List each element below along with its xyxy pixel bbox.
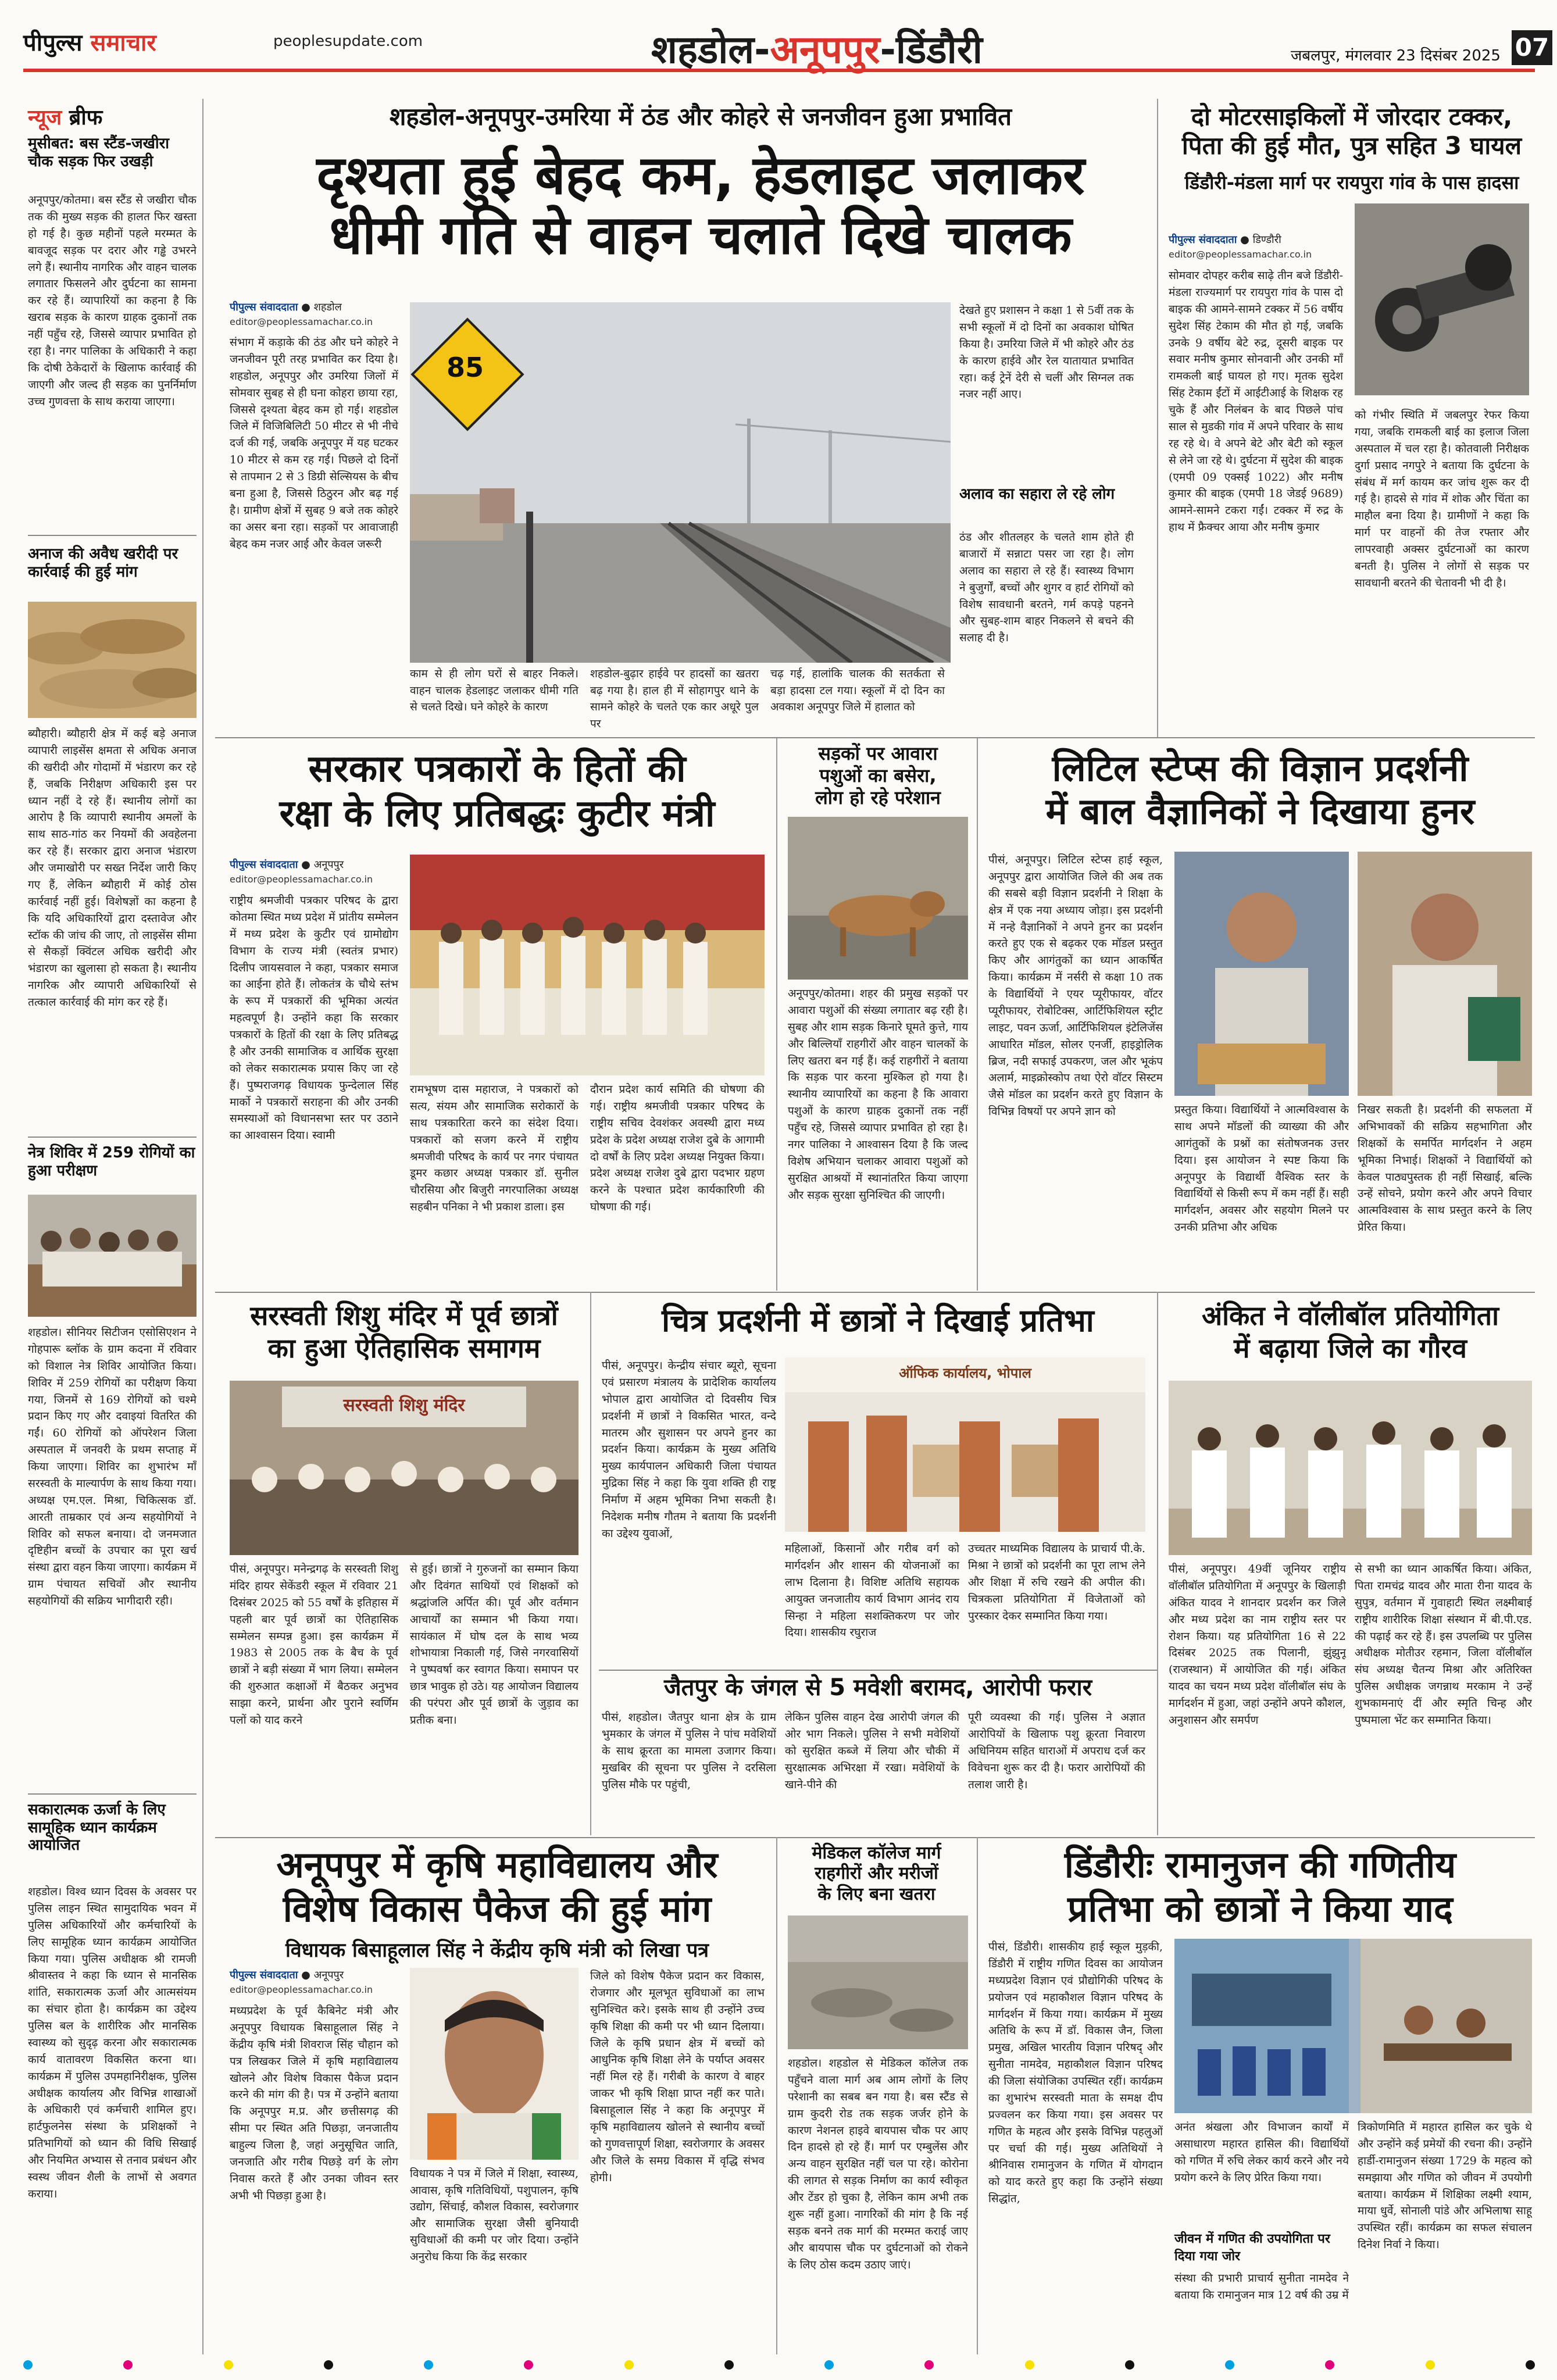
stray-animals-photo <box>788 817 968 980</box>
journalists-headline: सरकार पत्रकारों के हितों की रक्षा के लिए प्रतिबद्धः कुटीर मंत्री <box>279 748 715 835</box>
exhibition-headline: चित्र प्रदर्शनी में छात्रों ने दिखाई प्रतिभा <box>662 1302 1094 1339</box>
mla-portrait-photo <box>410 1968 578 2160</box>
cattle-body2: लेकिन पुलिस वाहन देख आरोपी जंगल की ओर भाग निकले। पुलिस ने सभी मवेशियों को सुरक्षित कब्जे में लिया और चौकी में सुरक्षात्मक अभिरक्षा में रखा। मवेशियों के खाने-पीने की <box>785 1711 959 1791</box>
signpost-number: 85 <box>446 352 484 383</box>
lead-caption-b: शहडोल-बुढ़ार हाईवे पर हादसों का खतरा बढ़ गया है। हाल ही में सोहागपुर थाने के सामने कोहरे के चलते एक कार अधूरे पुल पर <box>590 667 759 730</box>
volleyball-body2: से सभी का ध्यान आकर्षित किया। अंकित, पिता रामचंद्र यादव और माता रीना यादव के सुपुत्र, वर्तमान में गुवाहाटी स्थित लक्ष्मीबाई राष्ट्रीय शारीरिक शिक्षा संस्थान में बी.पी.एड. की पढ़ाई कर रहे हैं। इस उपलब्धि पर पुलिस अधीक्षक मोतीउर रहमान, जिला वॉलीबॉल संघ अध्यक्ष चैतन्य मिश्रा और अतिरिक्त पुलिस अधीक्षक जगन्नाथ मरकाम ने उन्हें शुभकामनाएं दीं और स्मृति चिन्ह और पुष्पमाला भेंट कर सम्मानित किया। <box>1355 1563 1532 1727</box>
brief-4-body: शहडोल। विश्व ध्यान दिवस के अवसर पर पुलिस लाइन स्थित सामुदायिक भवन में पुलिस अधिकारियों और कर्मचारियों के लिए सामूहिक ध्यान कार्यक्रम आयोजित किया गया। पुलिस अधीक्षक श्री रामजी श्रीवास्तव ने कहा कि ध्यान से मानसिक शांति, सकारात्मक ऊर्जा और आत्मसंयम का संचार होता है। कार्यक्रम का उद्देश्य पुलिस बल के शारीरिक और मानसिक स्वास्थ्य को सुदृढ़ करना और सकारात्मक कार्य वातावरण विकसित करना था। कार्यक्रम में पुलिस उपमहानिरीक्षक, पुलिस अधीक्षक कार्यालय और विभिन्न शाखाओं के अधिकारी एवं कर्मचारी शामिल हुए। हार्टफुलनेस संस्था के प्रशिक्षकों ने प्रतिभागियों को ध्यान की विधि सिखाई और नियमित अभ्यास से तनाव प्रबंधन और स्वस्थ जीवन शैली के लाभों से अवगत कराया। <box>28 1885 197 2200</box>
science-body2: प्रस्तुत किया। विद्यार्थियों ने आत्मविश्वास के साथ अपने मॉडलों की व्याख्या की और आगंतुकों के प्रश्नों का संतोषजनक उत्तर दिया। इस आयोजन ने स्पष्ट किया कि अनूपपुर के विद्यार्थी वैश्विक स्तर के विद्यार्थियों से किसी रूप में कम नहीं हैं। सही मार्गदर्शन, अवसर और सहयोग मिलने पर उनकी प्रतिभा और अधिक <box>1174 1103 1349 1234</box>
column-rule <box>590 1292 591 1835</box>
science-photo-girl <box>1358 852 1532 1096</box>
column-rule <box>1157 99 1158 738</box>
grain-photo <box>28 602 197 718</box>
divider <box>215 737 1535 738</box>
volleyball-headline: अंकित ने वॉलीबॉल प्रतियोगिता में बढ़ाया जिले का गौरव <box>1202 1300 1499 1364</box>
volleyball-body: पीसं, अनूपपुर। 49वीं जूनियर राष्ट्रीय वॉलीबॉल प्रतियोगिता में अनूपपुर के खिलाड़ी अंकित यादव ने शानदार प्रदर्शन कर जिले और मध्य प्रदेश का नाम राष्ट्रीय स्तर पर रोशन किया। यह प्रतियोगिता 16 से 22 दिसंबर 2025 तक पिलानी, झुंझुनू (राजस्थान) में आयोजित की गई। अंकित यादव का चयन मध्य प्रदेश वॉलीबॉल संघ के मार्गदर्शन में हुआ, जहां उन्होंने अपने कौशल, अनुशासन और समर्पण <box>1169 1563 1346 1727</box>
logo: पीपुल्स समाचार <box>23 30 156 56</box>
agri-sub: विधायक बिसाहूलाल सिंह ने केंद्रीय कृषि मंत्री को लिखा पत्र <box>285 1939 709 1962</box>
medical-headline: मेडिकल कॉलेज मार्ग राहगीरों और मरीजों के लिए बना खतरा <box>812 1843 941 1904</box>
alumni-body2: से हुई। छात्रों ने गुरुजनों का सम्मान किया और दिवंगत साथियों एवं शिक्षकों को श्रद्धांजलि अर्पित की। पूर्व और वर्तमान आचार्यों का सम्मान भी किया गया। सायंकाल में घोष दल के साथ भव्य शोभायात्रा निकाली गई, जिसे नगरवासियों ने पुष्पवर्षा कर स्वागत किया। समापन पर छात्र भावुक हो उठे। यह आयोजन विद्यालय की परंपरा और पूर्व छात्रों के जुड़ाव का प्रतीक बना। <box>410 1563 578 1727</box>
brief-1-body: अनूपपुर/कोतमा। बस स्टैंड से जखीरा चौक तक की मुख्य सड़क की हालत फिर खस्ता हो गई है। कुछ महीनों पहले मरम्मत के बावजूद सड़क पर दरार और गड्ढे उभरने लगे हैं। स्थानीय नागरिक और वाहन चालक लगातार फिसलने और दुर्घटना का सामना कर रहे हैं। व्यापारियों का कहना है कि खराब सड़क के कारण ग्राहक दुकानों तक नहीं पहुँच रहे, जिससे व्यापार प्रभावित हो रहा है। नगर पालिका के अधिकारी ने कहा कि दोषी ठेकेदारों के खिलाफ कार्रवाई की जाएगी और जल्द ही सड़क का पुनर्निर्माण उच्च गुणवत्ता के साथ कराया जाएगा। <box>28 194 197 408</box>
lead-email: editor@peoplessamachar.co.in <box>230 316 373 327</box>
ramanujan-headline: डिंडौरीः रामानुजन की गणितीय प्रतिभा को छात्रों ने किया याद <box>1064 1843 1456 1930</box>
lead-body: संभाग में कड़ाके की ठंड और घने कोहरे ने जनजीवन पूरी तरह प्रभावित कर दिया है। शहडोल, अनूपपुर और उमरिया जिलों में सोमवार सुबह से ही घना कोहरा छाया रहा, जिससे दृश्यता बेहद कम हो गई। शहडोल जिले में विजिबिलिटी 50 मीटर से भी नीचे दर्ज की गई, जबकि अनूपपुर में यह घटकर 10 मीटर से कम रह गई। पिछले दो दिनों से तापमान 2 से 3 डिग्री सेल्सियस के बीच बना हुआ है, जिससे ठिठुरन और बढ़ गई है। ग्रामीण क्षेत्रों में सुबह 9 बजे तक कोहरे का असर बना रहा। सड़कों पर आवाजाही बेहद कम नजर आई और केवल जरूरी <box>230 336 398 551</box>
section-title: शहडोल-अनूपपुर-डिंडौरी <box>651 27 983 72</box>
divider <box>215 1292 1535 1293</box>
divider <box>599 1670 1157 1671</box>
accident-body2: को गंभीर स्थिति में जबलपुर रेफर किया गया, जबकि रामकली बाई का इलाज जिला अस्पताल में चल रहा है। कोतवाली निरीक्षक दुर्गा प्रसाद नगपुरे ने बताया कि दुर्घटना के संबंध में मर्ग कायम कर जांच शुरू कर दी गई है। हादसे से गांव में शोक और चिंता का माहौल बना दिया है। ग्रामीणों ने कहा कि मार्ग पर वाहनों की तेज रफ्तार और लापरवाही अक्सर दुर्घटनाओं का कारण बनती है। पुलिस ने लोगों से सड़क पर सावधानी बरतने की चेतावनी भी दी है। <box>1355 409 1529 589</box>
agri-body: मध्यप्रदेश के पूर्व कैबिनेट मंत्री और अनूपपुर विधायक बिसाहूलाल सिंह ने केंद्रीय कृषि मंत्री शिवराज सिंह चौहान को पत्र लिखकर जिले में कृषि महाविद्यालय खोलने और विशेष विकास पैकेज प्रदान करने की मांग की है। पत्र में उन्होंने बताया कि अनूपपुर म.प्र. और छत्तीसगढ़ की सीमा पर स्थित अति पिछड़ा, जनजातीय बाहुल्य जिला है, जहां अनुसूचित जाति, जनजाति और गरीब पिछड़े वर्ग के लोग निवास करते हैं और उनका जीवन स्तर अभी भी पिछड़ा हुआ है। <box>230 2004 398 2202</box>
column-rule <box>776 1837 777 2354</box>
brief-4-title: सकारात्मक ऊर्जा के लिए सामूहिक ध्यान कार्यक्रम आयोजित <box>28 1801 166 1854</box>
column-rule <box>977 1837 978 2354</box>
masthead <box>23 22 1549 72</box>
divider <box>28 1137 197 1138</box>
alumni-headline: सरस्वती शिशु मंदिर में पूर्व छात्रों का हुआ ऐतिहासिक समागम <box>250 1300 558 1364</box>
site-url: peoplesupdate.com <box>273 33 423 50</box>
science-body: पीसं, अनूपपुर। लिटिल स्टेप्स हाई स्कूल, अनूपपुर द्वारा आयोजित जिले की अब तक की सबसे बड़ी विज्ञान प्रदर्शनी ने शिक्षा के क्षेत्र में एक नया अध्याय जोड़ा। इस प्रदर्शनी में नन्हे वैज्ञानिकों ने अपने हुनर का प्रदर्शन करते हुए एक से बढ़कर एक मॉडल प्रस्तुत किए और आगंतुकों का ध्यान आकर्षित किया। कार्यक्रम में नर्सरी से कक्षा 10 तक के विद्यार्थियों ने एयर प्यूरीफायर, वॉटर प्यूरीफायर, रोबोटिक्स, आर्टिफिशियल स्ट्रीट लाइट, पवन ऊर्जा, आर्टिफिशियल इंटेलिजेंस आधारित मॉडल, सोलर एनर्जी, हाइड्रोलिक ब्रिज, नदी सफाई उपकरण, जल और भूकंप अलार्म, माइक्रोस्कोप तथा ऐरो वॉटर सिस्टम जैसे मॉडल का प्रदर्शन करते हुए विज्ञान के विभिन्न विषयों पर अपने ज्ञान को <box>988 853 1163 1118</box>
dateline: जबलपुर, मंगलवार 23 दिसंबर 2025 <box>1291 47 1501 65</box>
lead-col4-body2: ठंड और शीतलहर के चलते शाम होते ही बाजारों में सन्नाटा पसर जा रहा है। लोग अलाव का सहारा ले रहे हैं। स्वास्थ्य विभाग ने बुजुर्गों, बच्चों और शुगर व हार्ट रोगियों को विशेष सावधानी बरतने, गर्म कपड़े पहनने और सुबह-शाम बाहर निकलने से बचने की सलाह दी है। <box>959 531 1134 645</box>
alumni-banner: सरस्वती शिशु मंदिर <box>343 1395 465 1416</box>
animals-headline: सड़कों पर आवारा पशुओं का बसेरा, लोग हो रहे परेशान <box>815 742 941 809</box>
lead-col4-body: देखते हुए प्रशासन ने कक्षा 1 से 5वीं तक के सभी स्कूलों में दो दिनों का अवकाश घोषित किया है। उमरिया जिले में भी कोहरे और ठंड के कारण हाईवे और रेल यातायात प्रभावित रहा। कई ट्रेनें देरी से चलीं और सिग्नल तक नजर नहीं आए। <box>959 304 1134 401</box>
brief-2-body: ब्यौहारी। ब्यौहारी क्षेत्र में कई बड़े अनाज व्यापारी लाइसेंस क्षमता से अधिक अनाज की खरीदी और गोदामों में भंडारण कर रहे हैं, जबकि निरीक्षण अधिकारी इस पर ध्यान नहीं दे रहे हैं। स्थानीय लोगों का आरोप है कि व्यापारी स्थानीय अमलों के साथ साठ-गांठ कर नियमों की अवहेलना कर रहे हैं। सरकार द्वारा अनाज भंडारण और जमाखोरी पर सख्त निर्देश जारी किए गए हैं, लेकिन ब्यौहारी में कोई ठोस कार्रवाई नहीं हुई। विशेषज्ञों का कहना है कि यदि अधिकारियों द्वारा दस्तावेज और स्टॉक की जांच की जाए, तो लाइसेंस सीमा से सैकड़ों क्विंटल अधिक खरीदी और भंडारण का खुलासा हो सकता है। स्थानीय नागरिक और व्यापारी अधिकारियों से तत्काल कार्रवाई की मांग कर रहे हैं। <box>28 727 197 1009</box>
divider <box>215 1837 1535 1838</box>
journalists-body3: दौरान प्रदेश कार्य समिति की घोषणा की गई। राष्ट्रीय श्रमजीवी पत्रकार परिषद के राष्ट्रीय सचिव देवशंकर अवस्थी द्वारा मध्य प्रदेश के प्रदेश अध्यक्ष राजेश दुबे के आगामी दो वर्षों के लिए प्रदेश अध्यक्ष नियुक्त किया। प्रदेश अध्यक्ष राजेश दुबे द्वारा पदभार ग्रहण करने के पश्चात प्रदेश कार्यकारिणी की घोषणा की गई। <box>590 1083 765 1214</box>
news-brief-label: न्यूज ब्रीफ <box>28 106 103 130</box>
medical-body: शहडोल। शहडोल से मेडिकल कॉलेज तक पहुँचने वाला मार्ग अब आम लोगों के लिए परेशानी का सबब बन गया है। बस स्टैंड से ग्राम कुदरी रोड तक सड़क जर्जर होने के कारण नेशनल हाइवे बायपास चौक पर आए दिन हादसे हो रहे हैं। मार्ग पर एम्बुलेंस और अन्य वाहन सुरक्षित नहीं चल पा रहे। कोरोना की लागत से सड़क निर्माण का कार्य स्वीकृत और टेंडर हो चुका है, लेकिन काम अभी तक शुरू नहीं हुआ। नागरिकों की मांग है कि नई सड़क बनने तक मार्ग की मरम्मत कराई जाए और बायपास चौक पर दुर्घटनाओं को रोकने के लिए ठोस कदम उठाए जाएं। <box>788 2057 968 2271</box>
accident-email: editor@peoplessamachar.co.in <box>1169 249 1312 260</box>
science-headline: लिटिल स्टेप्स की विज्ञान प्रदर्शनी में बाल वैज्ञानिकों ने दिखाया हुनर <box>1045 747 1475 833</box>
print-color-bar <box>23 2359 1535 2371</box>
agri-email: editor@peoplessamachar.co.in <box>230 1984 373 1995</box>
brief-3-body: शहडोल। सीनियर सिटीजन एसोसिएशन ने गोहपारू ब्लॉक के ग्राम कदना में रविवार को विशाल नेत्र शिविर आयोजित किया। शिविर में 259 रोगियों का परीक्षण किया गया, जिनमें से 169 रोगियों को चश्मे प्रदान किए गए और दवाइयां वितरित की गईं। 60 रोगियों को ऑपरेशन जिला अस्पताल में जनवरी के प्रथम सप्ताह में किया जाएगा। शिविर का शुभारंभ माँ सरस्वती के माल्यार्पण के साथ किया गया। अध्यक्ष एम.एल. मिश्रा, चिकित्सक डॉ. आरती ताम्रकार एवं अन्य सहयोगियों ने शिविर को सफल बनाया। दो जनमजात दृष्टिहीन बच्चों के उपचार का पूरा खर्च संस्था द्वारा वहन किया जाएगा। कार्यक्रम में ग्राम पंचायत सचिवों और स्थानीय सहयोगियों की सक्रिय भागीदारी रही। <box>28 1326 197 1607</box>
exhibition-body: पीसं, अनूपपुर। केन्द्रीय संचार ब्यूरो, सूचना एवं प्रसारण मंत्रालय के प्रादेशिक कार्यालय भोपाल द्वारा आयोजित दो दिवसीय चित्र प्रदर्शनी में छात्रों ने विकसित भारत, वन्दे मातरम और सुशासन पर अपने हुनर का प्रदर्शन किया। कार्यक्रम के मुख्य अतिथि मुख्य कार्यपालन अधिकारी जिला पंचायत मुद्रिका सिंह ने कहा कि युवा शक्ति ही राष्ट्र निर्माण में अहम भूमिका निभा सकती है। निदेशक मनीष गौतम ने बताया कि प्रदर्शनी का उद्देश्य युवाओं, <box>602 1359 776 1540</box>
agri-headline: अनूपपुर में कृषि महाविद्यालय और विशेष विकास पैकेज की हुई मांग <box>276 1843 718 1930</box>
science-body3: निखर सकती है। प्रदर्शनी की सफलता में अभिभावकों की सक्रिय सहभागिता और शिक्षकों के समर्पित मार्गदर्शन ने अहम भूमिका निभाई। शिक्षकों ने विद्यार्थियों को केवल पाठ्यपुस्तक ही नहीं सिखाई, बल्कि उन्हें सोचने, प्रयोग करने और अपने विचार आत्मविश्वास के साथ प्रस्तुत करने के लिए प्रेरित किया। <box>1358 1103 1532 1234</box>
accident-byline: पीपुल्स संवाददाता ● डिण्डौरी <box>1169 234 1281 246</box>
brief-1-title: मुसीबत: बस स्टैंड-जखीरा चौक सड़क फिर उखड़ी <box>28 135 170 170</box>
lead-headline: दृश्यता हुई बेहद कम, हेडलाइट जलाकर धीमी गति से वाहन चलाते दिखे चालक <box>316 144 1085 267</box>
divider <box>28 535 197 536</box>
cattle-body: पीसं, शहडोल। जैतपुर थाना क्षेत्र के ग्राम भुमकार के जंगल में पुलिस ने पांच मवेशियों के साथ क्रूरता का मामला उजागर किया। मुखबिर की सूचना पर पुलिस ने दरसिला पुलिस मौके पर पहुंची, <box>602 1711 776 1791</box>
exhibition-body2: महिलाओं, किसानों और गरीब वर्ग को मार्गदर्शन और शासन की योजनाओं का लाभ दिलाना है। विशिष्ट अतिथि सहायक आयुक्त जनजातीय कार्य विभाग आनंद राय सिन्हा ने महिला सशक्तिकरण पर जोर दिया। शासकीय रघुराज <box>785 1542 959 1639</box>
journalists-byline: पीपुल्स संवाददाता ● अनूपपुर <box>230 859 344 871</box>
ramanujan-body: पीसं, डिंडौरी। शासकीय हाई स्कूल मुड़की, डिंडौरी में राष्ट्रीय गणित दिवस का आयोजन मध्यप्रदेश विज्ञान एवं प्रौद्योगिकी परिषद के प्रयोजन एवं महाकौशल विज्ञान परिषद के मार्गदर्शन में किया गया। कार्यक्रम में मुख्य अतिथि के रूप में डॉ. विकास जैन, जिला प्रमुख, अखिल भारतीय विज्ञान परिषद् और सुनीता नामदेव, महाकौशल विज्ञान परिषद की जिला संयोजिका उपस्थित रहीं। कार्यक्रम का शुभारंभ सरस्वती माता के समक्ष दीप प्रज्वलन कर किया गया। इस अवसर पर गणित के महत्व और इसके विभिन्न पहलुओं पर चर्चा की गई। मुख्य अतिथियों ने श्रीनिवास रामानुजन के गणित में योगदान को याद करते हुए कहा कि उन्होंने संख्या सिद्धांत, <box>988 1941 1163 2206</box>
divider <box>28 1793 197 1795</box>
brief-2-title: अनाज की अवैध खरीदी पर कार्रवाई की हुई मांग <box>28 545 178 581</box>
journalists-photo <box>410 855 765 1075</box>
ramanujan-body3: संस्था की प्रभारी प्राचार्य सुनीता नामदेव ने बताया कि रामानुजन मात्र 12 वर्ष की उम्र में <box>1174 2272 1349 2302</box>
volleyball-photo <box>1169 1381 1532 1555</box>
ramanujan-body4: त्रिकोणमिति में महारत हासिल कर चुके थे और उन्होंने कई प्रमेयों की रचना की। उन्होंने हार्डी-रामानुजन संख्या 1729 के महत्व को समझाया और गणित को जीवन में उपयोगी बताया। कार्यक्रम में शिक्षिका लक्ष्मी श्याम, माया धुर्वे, सोनाली पांडे और अभिलाषा साहू उपस्थित रहीं। कार्यक्रम का सफल संचालन दिनेश निर्वा ने किया। <box>1358 2121 1532 2252</box>
agri-byline: पीपुल्स संवाददाता ● अनूपपुर <box>230 1969 344 1981</box>
alumni-body: पीसं, अनूपपुर। मनेन्द्रगढ़ के सरस्वती शिशु मंदिर हायर सेकेंडरी स्कूल में रविवार 21 दिसंबर 2025 को 55 वर्षों के इतिहास में पहली बार पूर्व छात्रों का ऐतिहासिक सम्मेलन सम्पन्न हुआ। इस कार्यक्रम में 1983 से 2005 तक के बैच के पूर्व छात्रों ने बड़ी संख्या में भाग लिया। सम्मेलन की शुरुआत कक्षाओं में बैठकर अनुभव साझा करने, प्रार्थना और पुराने स्वर्णिम पलों को याद करने <box>230 1563 398 1727</box>
science-photo-boy <box>1174 852 1349 1096</box>
cattle-headline: जैतपुर के जंगल से 5 मवेशी बरामद, आरोपी फरार <box>663 1674 1092 1701</box>
accident-sub: डिंडौरी-मंडला मार्ग पर रायपुरा गांव के पास हादसा <box>1184 171 1519 194</box>
accident-body: सोमवार दोपहर करीब साढ़े तीन बजे डिंडौरी-मंडला राज्यमार्ग पर रायपुरा गांव के पास दो बाइक की आमने-सामने टक्कर में 56 वर्षीय सुदेश सिंह टेकाम की मौत हो गई, जबकि उनके 9 वर्षीय बेटे रुद्र, दूसरी बाइक पर सवार मनीष कुमार सोनवानी और उनकी माँ रामकली बाई घायल हो गए। मृतक सुदेश सिंह टेकाम ईंटों में आईटीआई के शिक्षक रह चुके हैं और निलंबन के बाद पिछले पांच साल से मुडकी गांव में अपने परिवार के साथ रह रहे थे। वे अपने बेटे और बेटी को स्कूल से लेने जा रहे थे। दुर्घटना में सुदेश की बाइक (एमपी 09 एक्सई 1022) और मनीष कुमार की बाइक (एमपी 18 जेडई 9689) आमने-सामने टकरा गईं। टक्कर में रुद्र के हाथ में फ्रैक्चर आया और मनीष कुमार <box>1169 269 1343 534</box>
accident-photo <box>1355 203 1529 395</box>
column-rule <box>202 99 203 2354</box>
damaged-road-photo <box>788 1916 968 2049</box>
journalists-body: राष्ट्रीय श्रमजीवी पत्रकार परिषद के द्वारा कोतमा स्थित मध्य प्रदेश में प्रांतीय सम्मेलन में मध्य प्रदेश के कुटीर एवं ग्रामोद्योग विभाग के राज्य मंत्री (स्वतंत्र प्रभार) दिलीप जायसवाल ने कहा, पत्रकार समाज का आईना होते हैं। लोकतंत्र के चौथे स्तंभ के रूप में पत्रकारों की भूमिका अत्यंत महत्वपूर्ण है। उन्होंने कहा कि सरकार पत्रकारों के हितों की रक्षा के लिए प्रतिबद्ध है और उनकी सामाजिक व आर्थिक सुरक्षा को लेकर सकारात्मक प्रयास किए जा रहे हैं। पुष्पराजगढ़ विधायक फुन्देलाल सिंह मार्को ने पत्रकारों सराहना की और उनकी समस्याओं को विधानसभा स्तर पर उठाने का आश्वासन दिया। स्वामी <box>230 894 398 1142</box>
lead-kicker: शहडोल-अनूपपुर-उमरिया में ठंड और कोहरे से जनजीवन हुआ प्रभावित <box>389 102 1012 131</box>
exhibition-photo-banner: ऑफिक कार्यालय, भोपाल <box>899 1365 1031 1381</box>
exhibition-body3: उच्चतर माध्यमिक विद्यालय के प्राचार्य पी.के. मिश्रा ने छात्रों को प्रदर्शनी का पूरा लाभ लेने और शिक्षा में रुचि रखने की अपील की। चित्रकला प्रतियोगिता में विजेताओं को पुरस्कार देकर सम्मानित किया गया। <box>968 1542 1145 1623</box>
agri-body2: जिले को विशेष पैकेज प्रदान कर विकास, रोजगार और मूलभूत सुविधाओं का लाभ सुनिश्चित करे। इसके साथ ही उन्होंने उच्च कृषि शिक्षा की कमी पर भी ध्यान दिलाया। जिले के कृषि प्रधान क्षेत्र में बच्चों को आधुनिक कृषि शिक्षा लेने के पर्याप्त अवसर नहीं मिल रहे हैं। गरीबी के कारण वे बाहर जाकर भी कृषि शिक्षा प्राप्त नहीं कर पाते। बिसाहूलाल सिंह ने कहा कि अनूपपुर में कृषि महाविद्यालय खोलने से स्थानीय बच्चों को गुणवत्तापूर्ण शिक्षा, स्वरोजगार के अवसर और जिले के समग्र विकास में वृद्धि संभव होगी। <box>590 1970 765 2184</box>
column-rule <box>977 738 978 1291</box>
lead-col4-sub: अलाव का सहारा ले रहे लोग <box>959 485 1115 503</box>
agri-caption: विधायक ने पत्र में जिले में शिक्षा, स्वास्थ्य, आवास, कृषि गतिविधियों, पशुपालन, कृषि उद्योग, सिंचाई, कौशल विकास, स्वरोजगार और सामाजिक सुरक्षा जैसी बुनियादी सुविधाओं की कमी पर जोर दिया। उन्होंने अनुरोध किया कि केंद्र सरकार <box>410 2167 578 2263</box>
exhibition-photo <box>785 1357 1145 1532</box>
journalists-email: editor@peoplessamachar.co.in <box>230 874 373 885</box>
lead-caption-a: काम से ही लोग घरों से बाहर निकले। वाहन चालक हेडलाइट जलाकर धीमी गति से चलते दिखे। घने कोहरे के कारण <box>410 667 578 713</box>
cattle-body3: पूरी व्यवस्था की गई। पुलिस ने अज्ञात आरोपियों के खिलाफ पशु क्रूरता निवारण अधिनियम सहित धाराओं में अपराध दर्ज कर विवेचना शुरू कर दी है। फरार आरोपियों की तलाश जारी है। <box>968 1711 1145 1791</box>
column-rule <box>1157 1292 1158 1835</box>
ramanujan-sub: जीवन में गणित की उपयोगिता पर दिया गया जोर <box>1174 2232 1330 2264</box>
animals-body: अनूपपुर/कोतमा। शहर की प्रमुख सड़कों पर आवारा पशुओं की संख्या लगातार बढ़ रही है। सुबह और शाम सड़क किनारे घूमते कुत्ते, गाय और बिल्लियाँ राहगीरों और वाहन चालकों के लिए खतरा बन गई हैं। कई राहगीरों ने बताया कि सड़क पार करना मुश्किल हो गया है। स्थानीय व्यापारियों का कहना है कि आवारा पशुओं के कारण ग्राहक दुकानों तक नहीं पहुँच रहे, जिससे व्यापार प्रभावित हो रहा है। नगर पालिका ने आश्वासन दिया है कि जल्द विशेष अभियान चलाकर आवारा पशुओं को सुरक्षित आश्रयों में स्थानांतरित किया जाएगा और सड़क सुरक्षा सुनिश्चित की जाएगी। <box>788 987 968 1202</box>
brief-3-title: नेत्र शिविर में 259 रोगियों का हुआ परीक्षण <box>28 1144 195 1180</box>
ramanujan-photo <box>1174 1939 1532 2113</box>
accident-headline: दो मोटरसाइकिलों में जोरदार टक्कर, पिता की हुई मौत, पुत्र सहित 3 घायल <box>1181 102 1522 160</box>
column-rule <box>776 738 777 1291</box>
page-number: 07 <box>1512 30 1552 65</box>
lead-byline: पीपुल्स संवाददाता ● शहडोल <box>230 301 342 313</box>
journalists-body2: रामभूषण दास महाराज, ने पत्रकारों को सत्य, संयम और सामाजिक सरोकारों के साथ पत्रकारिता करने का संदेश दिया। पत्रकारों को सजग करने में राष्ट्रीय श्रमजीवी परिषद के कार्य पर नगर पंचायत डूमर कछार अध्यक्ष पत्रकार डॉ. सुनील चौरसिया और बिजुरी नगरपालिका अध्यक्ष सहबीन पनिका ने भी प्रकाश डाला। इस <box>410 1083 578 1214</box>
lead-caption-c: चढ़ गई, हालांकि चालक की सतर्कता से बड़ा हादसा टल गया। स्कूलों में दो दिन का अवकाश अनूपपुर जिले में हालात को <box>770 667 945 713</box>
ramanujan-body2: अनंत श्रंखला और विभाजन कार्यों में असाधारण महारत हासिल की। विद्यार्थियों को गणित में रुचि लेकर कार्य करने और नये प्रयोग करने के लिए प्रेरित किया गया। <box>1174 2121 1349 2184</box>
eye-camp-photo <box>28 1195 197 1317</box>
